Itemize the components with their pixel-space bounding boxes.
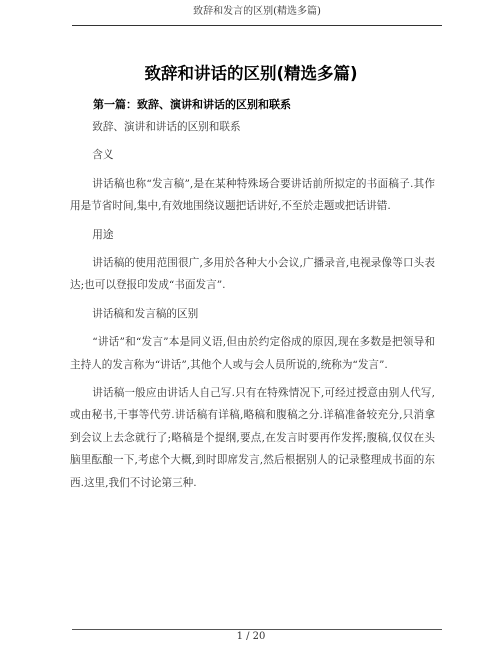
paragraph-heading-difference: 讲话稿和发言稿的区别 <box>92 307 199 320</box>
page-number: 1 / 20 <box>236 631 266 642</box>
paragraph-heading-usage: 用途 <box>92 228 114 241</box>
paragraph-difference: “讲话”和“发言”本是同义语,但由於约定俗成的原因,现在多数是把领导和主持人的发言称为“讲话”,其他个人或与会人员所说的,统称为“发言”. <box>70 336 435 371</box>
running-header-title: 致辞和发言的区别(精选多篇) <box>193 6 321 17</box>
paragraph-heading-definition: 含义 <box>92 149 114 162</box>
paragraph-writing: 讲话稿一般应由讲话人自己写.只有在特殊情况下,可经过授意由别人代写,或由秘书,干事等代劳.讲话稿有详稿,略稿和腹稿之分.详稿准备较充分,只消拿到会议上去念就行了;略稿是个提纲,要点,在发言时要再作发挥;腹稿,仅仅在头脑里酝酿一下,考虑个大概,到时即席发言,然后根据别人的记录整理成书面的东西.这里,我们不讨论第三种. <box>70 387 435 489</box>
document-title: 致辞和讲话的区别(精选多篇) <box>144 64 358 83</box>
document-body <box>70 94 435 500</box>
paragraph-usage: 讲话稿的使用范围很广,多用於各种大小会议,广播录音,电视录像等口头表达;也可以登报印发成“书面发言”. <box>70 257 435 292</box>
section-heading: 第一篇：致辞、演讲和讲话的区别和联系 <box>93 98 291 111</box>
footer-rule <box>72 629 442 630</box>
running-header <box>72 0 442 26</box>
paragraph-definition: 讲话稿也称“发言稿”,是在某种特殊场合要讲话前所拟定的书面稿子.其作用是节省时间,集中,有效地围绕议题把话讲好,不至於走题或把话讲错. <box>70 177 435 213</box>
paragraph-subtitle: 致辞、演讲和讲话的区别和联系 <box>92 121 241 133</box>
